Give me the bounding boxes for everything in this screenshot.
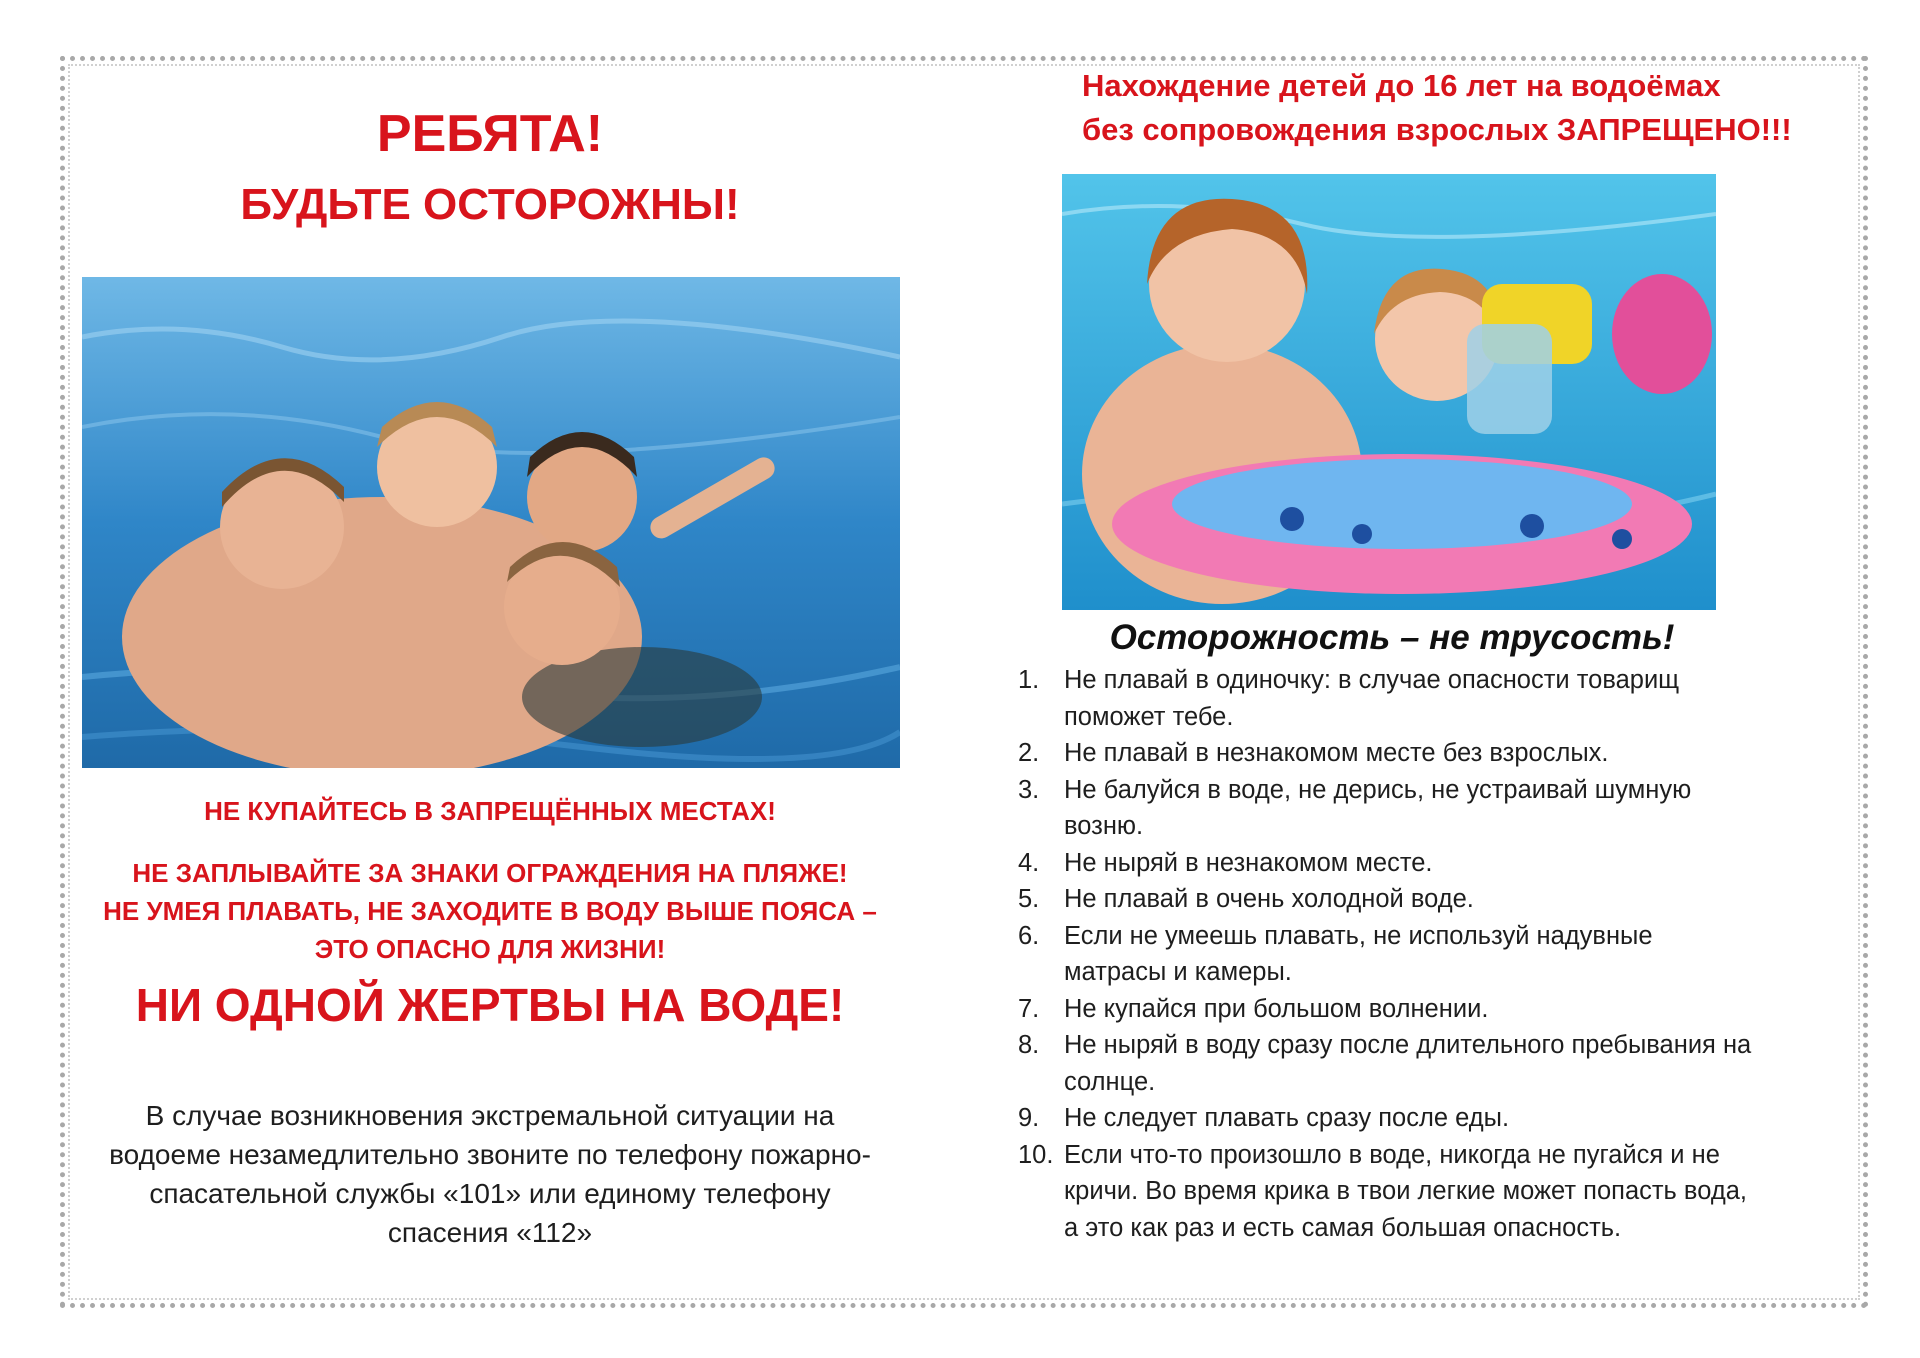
rule-number: 4. xyxy=(1018,848,1040,877)
rule-text-line: матрасы и камеры. xyxy=(1064,958,1292,986)
rule-text-line: солнце. xyxy=(1064,1067,1156,1096)
rule-number: 9. xyxy=(1018,1104,1040,1132)
heading-be-careful: БУДЬТЕ ОСТОРОЖНЫ! xyxy=(240,180,740,229)
rule-number: 8. xyxy=(1018,1031,1040,1059)
rule-text-line: а это как раз и есть самая большая опасность. xyxy=(1064,1213,1622,1242)
list-item xyxy=(1018,881,1818,918)
mother-child-photo xyxy=(1062,174,1716,610)
rule-text-line: Не плавай в очень холодной воде. xyxy=(1064,885,1474,913)
emergency-line: спасательной службы «101» или единому телефону xyxy=(149,1178,831,1209)
children-restriction-title xyxy=(1082,64,1792,152)
warning-fence-signs: НЕ ЗАПЛЫВАЙТЕ ЗА ЗНАКИ ОГРАЖДЕНИЯ НА ПЛЯЖЕ! xyxy=(132,858,848,888)
list-item xyxy=(1018,845,1818,882)
rule-text-line: кричи. Во время крика в твои легкие может попасть вода, xyxy=(1064,1177,1747,1205)
list-item xyxy=(1018,662,1818,735)
list-item xyxy=(1018,918,1818,991)
list-item xyxy=(1018,1100,1818,1137)
emergency-line: В случае возникновения экстремальной ситуации на xyxy=(145,1100,835,1131)
warning-life-danger: ЭТО ОПАСНО ДЛЯ ЖИЗНИ! xyxy=(314,934,666,964)
warning-forbidden-places: НЕ КУПАЙТЕСЬ В ЗАПРЕЩЁННЫХ МЕСТАХ! xyxy=(204,796,776,826)
rule-text-line: Не купайся при большом волнении. xyxy=(1064,994,1489,1023)
heading-kids: РЕБЯТА! xyxy=(376,105,604,163)
rule-text-line: поможет тебе. xyxy=(1064,702,1234,731)
rule-text-line: Не плавай в одиночку: в случае опасности товарищ xyxy=(1064,666,1680,694)
rule-text-line: Если не умеешь плавать, не используй надувные xyxy=(1064,921,1653,950)
children-swimming-photo xyxy=(82,277,900,768)
motto-caution: Осторожность – не трусость! xyxy=(1109,618,1675,657)
title-line: без сопровождения взрослых ЗАПРЕЩЕНО!!! xyxy=(1082,112,1792,147)
emergency-line: спасения «112» xyxy=(387,1217,593,1248)
children-pool-photo-icon xyxy=(82,277,900,768)
title-line: Нахождение детей до 16 лет на водоёмах xyxy=(1082,68,1721,103)
rule-text-line: Не следует плавать сразу после еды. xyxy=(1064,1104,1510,1132)
list-item xyxy=(1018,1027,1818,1100)
rule-number: 10. xyxy=(1018,1140,1054,1169)
rule-text-line: Не ныряй в воду сразу после длительного пребывания на xyxy=(1064,1031,1752,1059)
rule-text-line: Не ныряй в незнакомом месте. xyxy=(1064,848,1433,877)
rule-number: 2. xyxy=(1018,739,1040,767)
slogan-no-victims: НИ ОДНОЙ ЖЕРТВЫ НА ВОДЕ! xyxy=(135,979,845,1031)
rule-text-line: Не балуйся в воде, не дерись, не устраивай шумную xyxy=(1064,775,1692,804)
list-item xyxy=(1018,772,1818,845)
emergency-line: водоеме незамедлительно звоните по телефону пожарно- xyxy=(109,1139,871,1170)
list-item xyxy=(1018,1137,1818,1247)
mother-child-ring-photo-icon xyxy=(1062,174,1716,610)
rule-text-line: Не плавай в незнакомом месте без взрослых. xyxy=(1064,739,1609,767)
warning-waist-deep: НЕ УМЕЯ ПЛАВАТЬ, НЕ ЗАХОДИТЕ В ВОДУ ВЫШЕ ПОЯСА – xyxy=(103,896,877,926)
rule-text-line: Если что-то произошло в воде, никогда не пугайся и не xyxy=(1064,1140,1720,1169)
rule-number: 6. xyxy=(1018,921,1040,950)
rule-text-line: возню. xyxy=(1064,812,1144,840)
list-item xyxy=(1018,991,1818,1028)
safety-rules-list xyxy=(1018,662,1818,1246)
rule-number: 5. xyxy=(1018,885,1040,913)
emergency-info xyxy=(80,1096,900,1252)
list-item xyxy=(1018,735,1818,772)
rule-number: 3. xyxy=(1018,775,1040,804)
rule-number: 7. xyxy=(1018,994,1040,1023)
rule-number: 1. xyxy=(1018,666,1040,694)
